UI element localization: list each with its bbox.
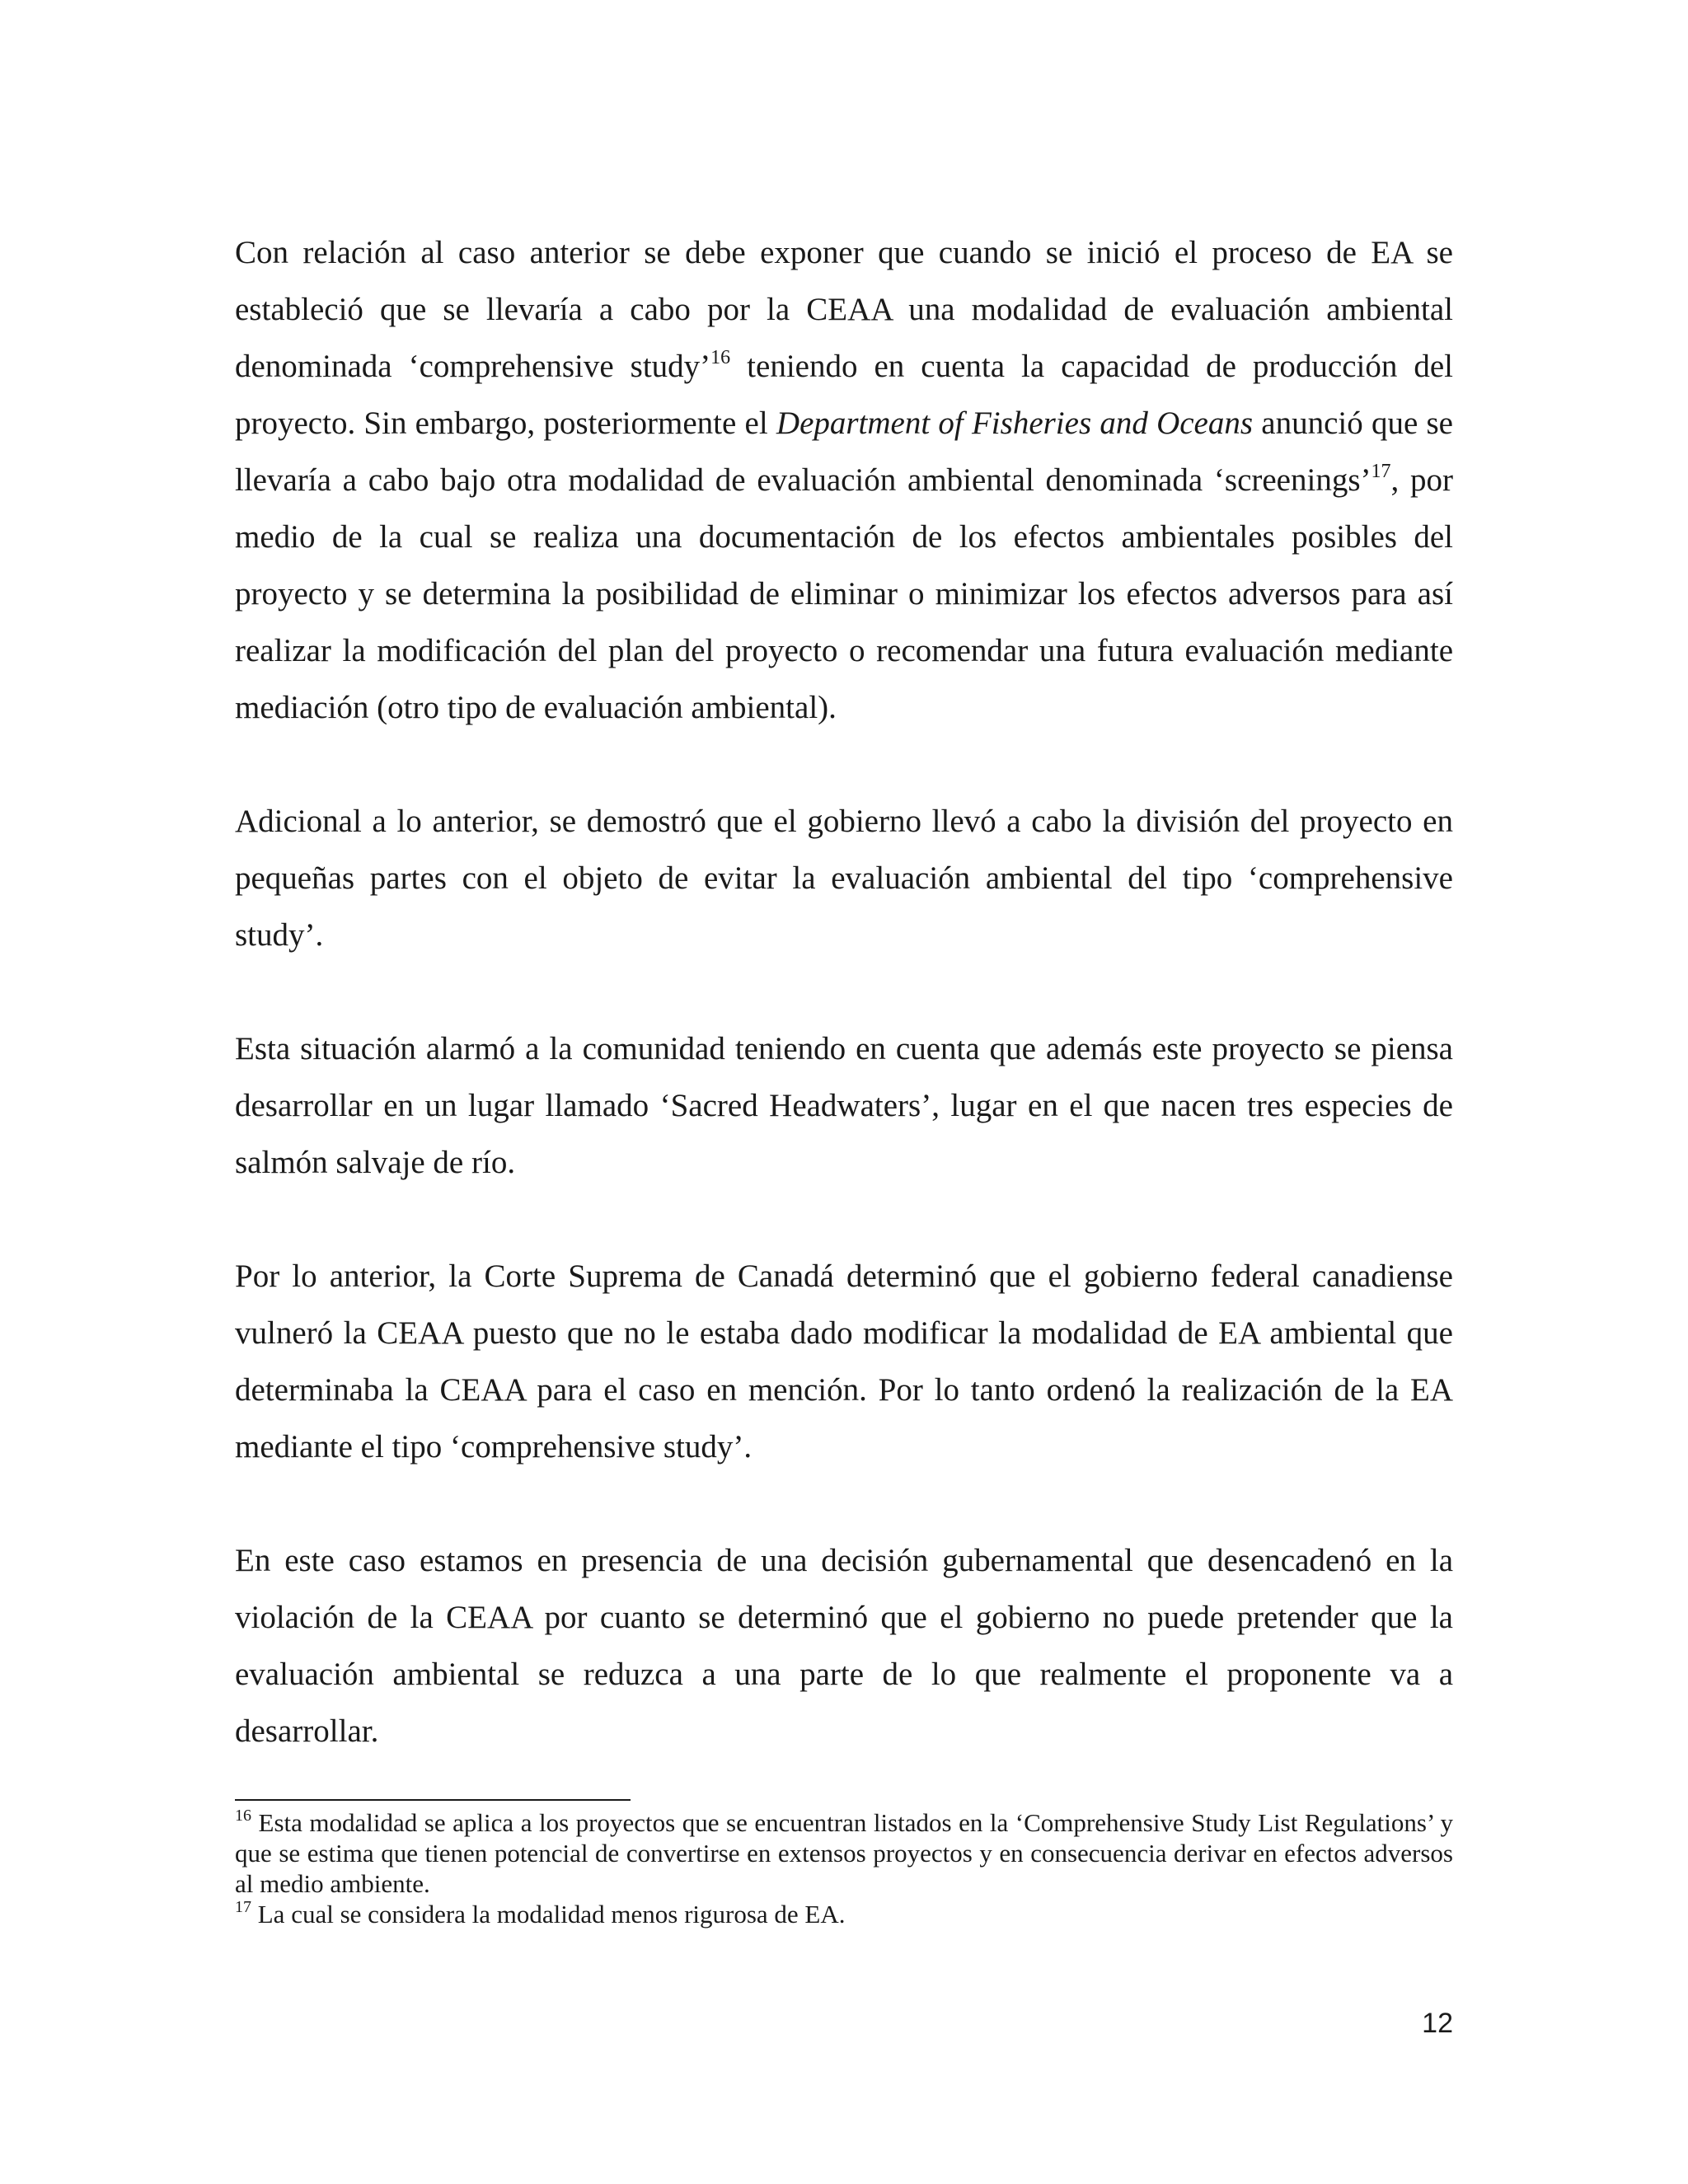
paragraph-1-text-a: Con relación al caso anterior se debe exponer que cuando se inició el proceso de EA se estableció que se llevaría a cabo por la CEAA una modalidad de evaluación ambiental denominada ‘comprehensive study’ bbox=[235, 235, 1453, 384]
footnotes bbox=[235, 1807, 1453, 1929]
paragraph-1-text-c: anunció que se llevaría a cabo bajo otra modalidad de evaluación ambiental denominada ‘screenings’ bbox=[235, 405, 1453, 498]
footnote-number: 17 bbox=[235, 1897, 251, 1916]
italic-org-name: Department of Fisheries and Oceans bbox=[776, 405, 1254, 441]
paragraph-1 bbox=[235, 224, 1453, 736]
paragraph-3: Esta situación alarmó a la comunidad teniendo en cuenta que además este proyecto se piensa desarrollar en un lugar llamado ‘Sacred Headwaters’, lugar en el que nacen tres especies de salmón salvaje de río. bbox=[235, 1031, 1453, 1180]
footnote-text: La cual se considera la modalidad menos rigurosa de EA. bbox=[251, 1900, 846, 1929]
page-number: 12 bbox=[1422, 2008, 1453, 2039]
paragraph-1-text-d: , por medio de la cual se realiza una documentación de los efectos ambientales posibles del proyecto y se determina la posibilidad de eliminar o minimizar los efectos adversos para así realizar la modificación del plan del proyecto o recomendar una futura evaluación mediante mediación (otro tipo de evaluación ambiental). bbox=[235, 462, 1453, 725]
paragraph-2: Adicional a lo anterior, se demostró que el gobierno llevó a cabo la división del proyecto en pequeñas partes con el objeto de evitar la evaluación ambiental del tipo ‘comprehensive study’. bbox=[235, 804, 1453, 953]
footnote-ref-17[interactable]: 17 bbox=[1371, 461, 1391, 482]
footnote-number: 16 bbox=[235, 1806, 251, 1825]
footnote-16 bbox=[235, 1807, 1453, 1899]
footnote-text: Esta modalidad se aplica a los proyectos que se encuentran listados en la ‘Comprehensive Study List Regulations’ y que se estima que tienen potencial de convertirse en extensos proyectos y en consecuencia derivar en efectos adversos al medio ambiente. bbox=[235, 1808, 1453, 1898]
footnote-ref-16[interactable]: 16 bbox=[710, 347, 731, 368]
footnote-17 bbox=[235, 1899, 1453, 1929]
footnote-divider bbox=[235, 1799, 631, 1801]
paragraph-4: Por lo anterior, la Corte Suprema de Canadá determinó que el gobierno federal canadiense vulneró la CEAA puesto que no le estaba dado modificar la modalidad de EA ambiental que determinaba la CEAA para el caso en mención. Por lo tanto ordenó la realización de la EA mediante el tipo ‘comprehensive study’. bbox=[235, 1258, 1453, 1465]
body-text bbox=[235, 224, 1453, 1760]
paragraph-1-text-b: teniendo en cuenta la capacidad de producción del proyecto. Sin embargo, posteriormente el bbox=[235, 349, 1453, 441]
paragraph-5: En este caso estamos en presencia de una decisión gubernamental que desencadenó en la violación de la CEAA por cuanto se determinó que el gobierno no puede pretender que la evaluación ambiental se reduzca a una parte de lo que realmente el proponente va a desarrollar. bbox=[235, 1543, 1453, 1749]
